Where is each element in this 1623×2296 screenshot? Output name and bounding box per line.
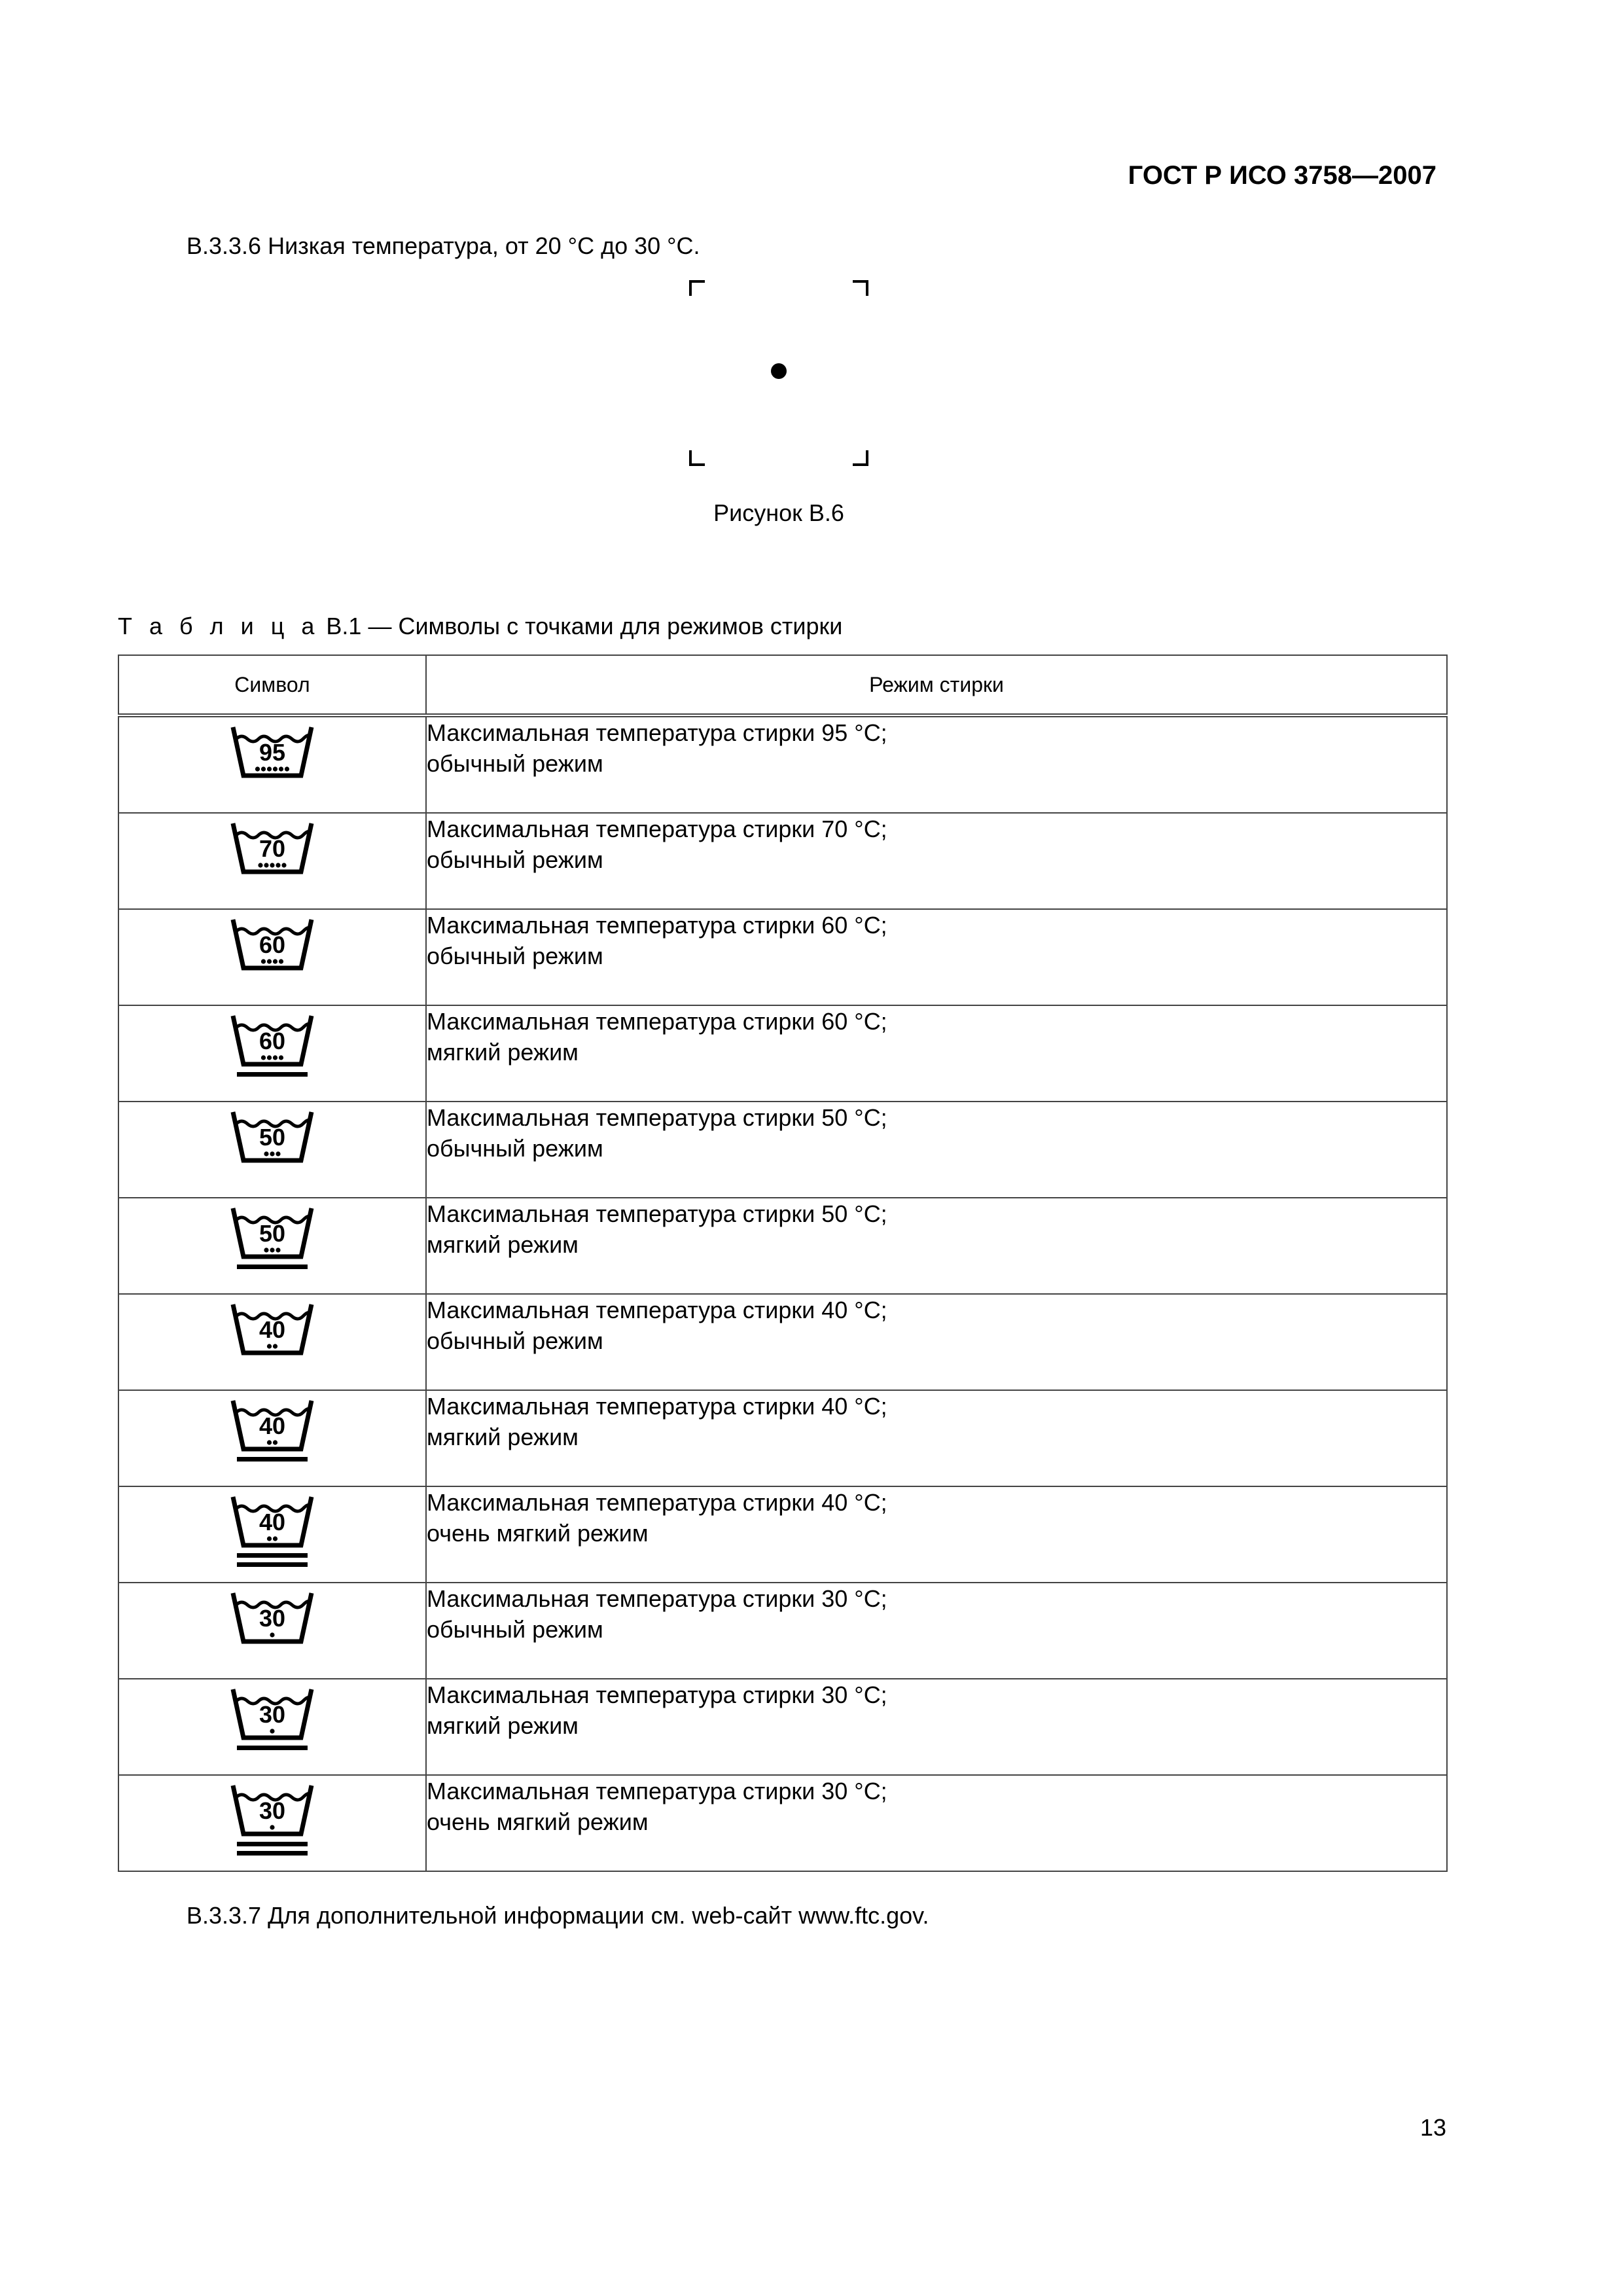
symbol-cell [118, 715, 426, 813]
figure-caption: Рисунок B.6 [713, 499, 844, 526]
temperature-dot [273, 959, 277, 963]
table-header-row [118, 655, 1447, 715]
temperature-dot [261, 766, 266, 771]
temperature-dot [267, 959, 272, 963]
page-number: 13 [1419, 2114, 1446, 2141]
temperature-dot [267, 1536, 272, 1541]
temperature-dot [270, 1151, 274, 1156]
wash-tub-icon [228, 1490, 317, 1575]
mode-line-1: Максимальная температура стирки 30 °C; [427, 1585, 887, 1612]
mode-cell [426, 1102, 1447, 1198]
table-caption-prefix: Т а б л и ц а [118, 613, 320, 639]
mode-cell [426, 1775, 1447, 1871]
wash-tub-icon [228, 1394, 317, 1479]
mode-line-1: Максимальная температура стирки 60 °C; [427, 1008, 887, 1035]
document-header: ГОСТ Р ИСО 3758—2007 [1128, 161, 1436, 190]
mode-cell [426, 1486, 1447, 1583]
temperature-label: 40 [259, 1509, 286, 1535]
mode-line-1: Максимальная температура стирки 40 °C; [427, 1489, 887, 1516]
temperature-label: 50 [259, 1220, 286, 1247]
gentle-cycle-bar [237, 1562, 308, 1567]
temperature-dot [261, 1055, 266, 1060]
temperature-dot [276, 863, 280, 867]
temperature-dot [279, 959, 283, 963]
table-row [118, 1583, 1447, 1679]
temperature-dot [285, 766, 289, 771]
temperature-label: 50 [259, 1124, 286, 1151]
mode-line-1: Максимальная температура стирки 30 °C; [427, 1778, 887, 1804]
mode-line-2: обычный режим [427, 1327, 603, 1354]
table-row [118, 909, 1447, 1005]
one-dot-symbol [687, 278, 870, 468]
temperature-dot [276, 1151, 280, 1156]
mode-cell [426, 1390, 1447, 1486]
temperature-label: 30 [259, 1605, 286, 1632]
gentle-cycle-bar [237, 1457, 308, 1462]
symbol-cell [118, 1102, 426, 1198]
mode-line-2: обычный режим [427, 846, 603, 873]
temperature-dot [270, 1247, 274, 1252]
table-row [118, 1390, 1447, 1486]
temperature-dot [267, 1344, 272, 1348]
figure-b6 [687, 278, 870, 468]
temperature-label: 30 [259, 1797, 286, 1824]
wash-tub-icon [228, 1683, 317, 1768]
table-caption [118, 613, 842, 640]
symbol-cell [118, 813, 426, 909]
temperature-dot [270, 1825, 274, 1829]
symbol-cell [118, 1198, 426, 1294]
section-b336: B.3.3.6 Низкая температура, от 20 °C до 30 °C. [187, 232, 700, 259]
mode-line-1: Максимальная температура стирки 40 °C; [427, 1393, 887, 1420]
temperature-dot [279, 1055, 283, 1060]
gentle-cycle-bar [237, 1746, 308, 1750]
wash-tub-icon [228, 1298, 317, 1383]
mode-cell [426, 1583, 1447, 1679]
mode-line-1: Максимальная температура стирки 50 °C; [427, 1104, 887, 1131]
table-row [118, 1486, 1447, 1583]
corner-top-right [853, 281, 867, 296]
mode-line-2: мягкий режим [427, 1231, 579, 1258]
wash-tub-icon [228, 913, 317, 998]
table-caption-title: B.1 — Символы с точками для режимов стирки [319, 613, 843, 639]
mode-line-1: Максимальная температура стирки 95 °C; [427, 719, 887, 746]
mode-line-2: мягкий режим [427, 1039, 579, 1066]
section-b337: B.3.3.7 Для дополнительной информации см. web-сайт www.ftc.gov. [187, 1902, 929, 1929]
table-row [118, 813, 1447, 909]
temperature-dot [273, 1440, 277, 1444]
wash-tub-icon [228, 1105, 317, 1191]
wash-tub-icon [228, 1779, 317, 1864]
temperature-dot [270, 1729, 274, 1733]
mode-line-1: Максимальная температура стирки 30 °C; [427, 1681, 887, 1708]
symbol-cell [118, 1486, 426, 1583]
temperature-dot [273, 1055, 277, 1060]
temperature-label: 40 [259, 1412, 286, 1439]
mode-line-2: обычный режим [427, 1135, 603, 1162]
temperature-dot [255, 766, 260, 771]
temperature-dot [273, 1536, 277, 1541]
mode-cell [426, 1005, 1447, 1102]
temperature-label: 60 [259, 931, 286, 958]
temperature-dot [270, 1632, 274, 1637]
mode-line-2: очень мягкий режим [427, 1520, 649, 1547]
mode-line-2: мягкий режим [427, 1712, 579, 1739]
temperature-dot [267, 766, 272, 771]
mode-line-2: обычный режим [427, 942, 603, 969]
table-row [118, 1102, 1447, 1198]
temperature-label: 40 [259, 1316, 286, 1343]
mode-line-2: обычный режим [427, 1616, 603, 1643]
mode-cell [426, 1679, 1447, 1775]
mode-cell [426, 1198, 1447, 1294]
temperature-dot [273, 766, 277, 771]
temperature-dot [270, 863, 274, 867]
temperature-dot [273, 1344, 277, 1348]
mode-line-1: Максимальная температура стирки 50 °C; [427, 1200, 887, 1227]
mode-cell [426, 813, 1447, 909]
mode-line-2: очень мягкий режим [427, 1808, 649, 1835]
column-header-symbol: Символ [118, 655, 426, 715]
table-row [118, 1005, 1447, 1102]
symbol-cell [118, 1679, 426, 1775]
wash-tub-icon [228, 1587, 317, 1672]
gentle-cycle-bar [237, 1851, 308, 1856]
temperature-label: 70 [259, 835, 286, 862]
wash-symbols-table [118, 655, 1448, 1872]
symbol-cell [118, 909, 426, 1005]
mode-line-2: обычный режим [427, 750, 603, 777]
table-row [118, 1198, 1447, 1294]
temperature-label: 30 [259, 1701, 286, 1728]
table-row [118, 1679, 1447, 1775]
column-header-mode: Режим стирки [426, 655, 1447, 715]
temperature-dot [264, 863, 268, 867]
temperature-dot [264, 1247, 268, 1252]
mode-line-1: Максимальная температура стирки 40 °C; [427, 1297, 887, 1323]
mode-cell [426, 909, 1447, 1005]
table-row [118, 1775, 1447, 1871]
wash-tub-icon [228, 721, 317, 806]
corner-bottom-right [853, 450, 867, 465]
symbol-cell [118, 1390, 426, 1486]
corner-top-left [690, 281, 705, 296]
temperature-dot [267, 1440, 272, 1444]
table-row [118, 715, 1447, 813]
temperature-label: 95 [259, 739, 286, 766]
symbol-cell [118, 1294, 426, 1390]
symbol-cell [118, 1583, 426, 1679]
symbol-cell [118, 1775, 426, 1871]
wash-tub-icon [228, 1009, 317, 1094]
symbol-cell [118, 1005, 426, 1102]
gentle-cycle-bar [237, 1842, 308, 1846]
mode-cell [426, 1294, 1447, 1390]
mode-line-1: Максимальная температура стирки 60 °C; [427, 912, 887, 939]
temperature-dot [267, 1055, 272, 1060]
temperature-dot [264, 1151, 268, 1156]
wash-tub-icon [228, 817, 317, 902]
table-row [118, 1294, 1447, 1390]
temperature-dot [281, 863, 286, 867]
mode-line-2: мягкий режим [427, 1424, 579, 1450]
gentle-cycle-bar [237, 1072, 308, 1077]
temperature-dot [258, 863, 262, 867]
corner-bottom-left [690, 450, 705, 465]
temperature-dot [771, 363, 787, 379]
wash-tub-icon [228, 1202, 317, 1287]
temperature-label: 60 [259, 1028, 286, 1054]
temperature-dot [261, 959, 266, 963]
temperature-dot [279, 766, 283, 771]
gentle-cycle-bar [237, 1265, 308, 1269]
gentle-cycle-bar [237, 1553, 308, 1558]
mode-cell [426, 715, 1447, 813]
temperature-dot [276, 1247, 280, 1252]
mode-line-1: Максимальная температура стирки 70 °C; [427, 816, 887, 842]
